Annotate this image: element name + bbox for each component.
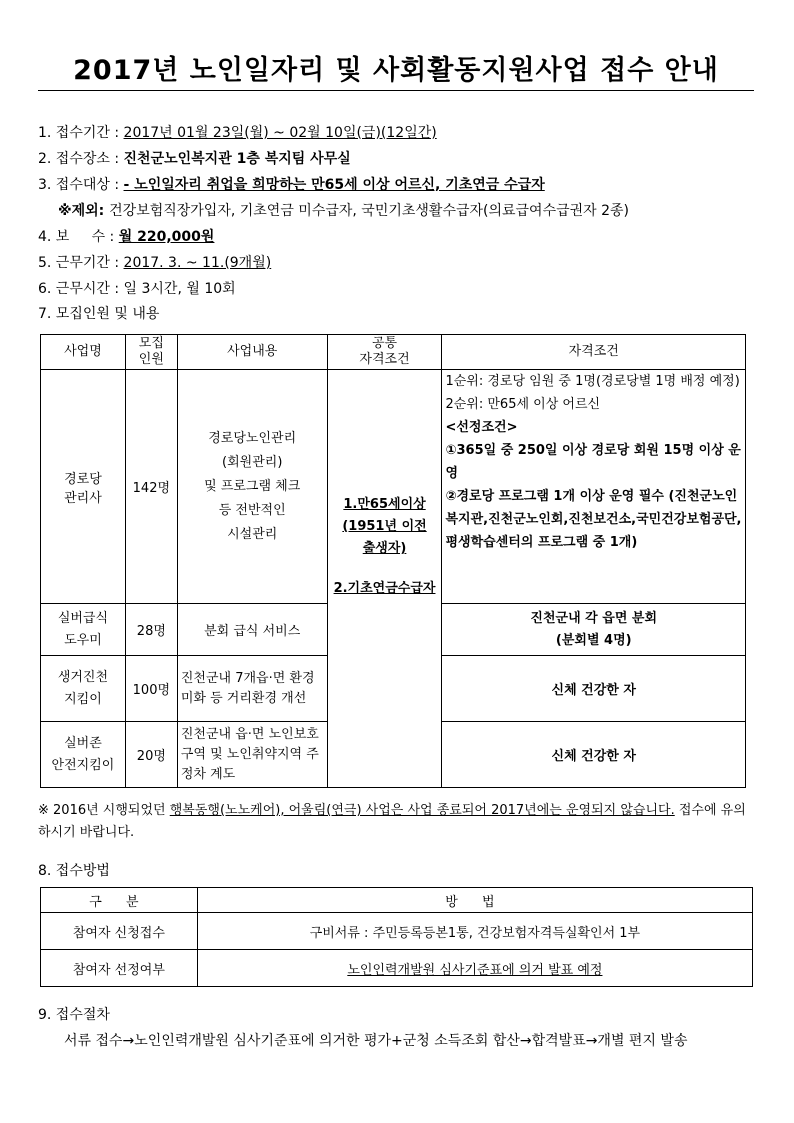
- method-table-header: [41, 888, 753, 913]
- method-detail: 구비서류 : 주민등록등본1통, 건강보험자격득실확인서 1부: [197, 913, 752, 950]
- method-detail: 노인인력개발원 심사기준표에 의거 발표 예정: [197, 950, 752, 987]
- row-program: 생거진천 지킴이: [41, 656, 126, 722]
- page-title: 2017년 노인일자리 및 사회활동지원사업 접수 안내: [73, 55, 719, 86]
- item-recruit: [38, 304, 159, 324]
- item-work-hours-label: 6. 근무시간 :: [38, 281, 124, 297]
- section9-title: 9. 접수절차: [38, 1007, 110, 1023]
- row-count: 20명: [125, 722, 177, 788]
- method-table: [40, 887, 753, 987]
- procedure-text: 서류 접수→노인인력개발원 심사기준표에 의거한 평가+군청 소득조회 합산→합격발표→개별 편지 발송: [64, 1033, 688, 1049]
- item-pay: [38, 227, 214, 247]
- header-count: 모집 인원: [125, 335, 177, 370]
- title-underline: [38, 90, 754, 91]
- item-recruit-label: 7. 모집인원 및 내용: [38, 306, 160, 322]
- common-cond-1: 1.만65세이상: [343, 497, 426, 512]
- notice-prefix: ※ 2016년 시행되었던: [38, 803, 170, 818]
- item-place-value: 진천군노인복지관 1층 복지팀 사무실: [123, 151, 351, 167]
- qual-line: <선정조건>: [445, 420, 518, 435]
- item-target-label: 3. 접수대상 :: [38, 177, 124, 193]
- qual-line: 진천군내 각 읍면 분회: [530, 610, 658, 626]
- row-count: 142명: [125, 370, 177, 604]
- item-period-label: 1. 접수기간 :: [38, 125, 124, 141]
- item-exclusion-label: ※제외:: [58, 203, 110, 219]
- common-cond-3: 출생자): [362, 541, 407, 556]
- row-content: 분회 급식 서비스: [177, 604, 327, 656]
- qual-line: (분회별 4명): [555, 632, 632, 648]
- item-work-hours: [38, 279, 236, 299]
- item-work-period: [38, 253, 271, 273]
- method-header-category: 구 분: [41, 888, 198, 913]
- item-period-value: 2017년 01월 23일(월) ~ 02월 10일(금)(12일간): [123, 125, 437, 141]
- section8-title: 8. 접수방법: [38, 863, 110, 879]
- row-qual: 신체 건강한 자: [442, 656, 746, 722]
- item-pay-value: 월 220,000원: [118, 229, 215, 245]
- row-program: 경로당 관리사: [41, 370, 126, 604]
- recruit-table: [40, 334, 746, 788]
- table-row: [41, 913, 753, 950]
- notice: [38, 800, 758, 844]
- qual-line: 1순위: 경로당 임원 중 1명(경로당별 1명 배정 예정): [445, 374, 740, 389]
- common-cond-2: (1951년 이전: [342, 519, 427, 534]
- item-place-label: 2. 접수장소 :: [38, 151, 124, 167]
- row-qual: [442, 370, 746, 604]
- item-target: [38, 175, 545, 195]
- row-content: 진천군내 읍·면 노인보호구역 및 노인취약지역 주정차 계도: [177, 722, 327, 788]
- header-content: 사업내용: [177, 335, 327, 370]
- method-category: 참여자 선정여부: [41, 950, 198, 987]
- row-content: 진천군내 7개읍·면 환경 미화 등 거리환경 개선: [177, 656, 327, 722]
- qual-line: ①365일 중 250일 이상 경로당 회원 15명 이상 운영: [445, 443, 741, 481]
- row-qual: 신체 건강한 자: [442, 722, 746, 788]
- row-program: 실버존 안전지킴이: [41, 722, 126, 788]
- qual-line: ②경로당 프로그램 1개 이상 운영 필수 (진천군노인복지관,진천군노인회,진천보건소,국민건강보험공단,평생학습센터의 프로그램 중 1개): [445, 489, 742, 550]
- row-count: 100명: [125, 656, 177, 722]
- item-work-period-label: 5. 근무기간 :: [38, 255, 124, 271]
- item-place: [38, 149, 351, 169]
- notice-suffix: 접수에 유의하시기 바랍니다.: [38, 803, 746, 840]
- item-period: [38, 123, 437, 143]
- row-count: 28명: [125, 604, 177, 656]
- item-work-hours-value: 일 3시간, 월 10회: [123, 281, 236, 297]
- row-qual: [442, 604, 746, 656]
- row-program: 실버급식 도우미: [41, 604, 126, 656]
- header-program: 사업명: [41, 335, 126, 370]
- method-header-method: 방 법: [197, 888, 752, 913]
- item-pay-label: 4. 보 수 :: [38, 229, 119, 245]
- common-condition: [327, 370, 442, 788]
- method-category: 참여자 신청접수: [41, 913, 198, 950]
- item-target-value: - 노인일자리 취업을 희망하는 만65세 이상 어르신, 기초연금 수급자: [123, 177, 545, 193]
- row-content: 경로당노인관리 (회원관리) 및 프로그램 체크 등 전반적인 시설관리: [177, 370, 327, 604]
- notice-underlined: 행복동행(노노케어), 어울림(연극) 사업은 사업 종료되어 2017년에는 운영되지 않습니다.: [169, 803, 675, 818]
- header-common: 공통 자격조건: [327, 335, 442, 370]
- item-exclusion: [58, 201, 629, 221]
- item-exclusion-value: 건강보험직장가입자, 기초연금 미수급자, 국민기초생활수급자(의료급여수급권자 2종): [109, 203, 630, 219]
- recruit-table-header: [41, 335, 746, 370]
- common-cond-4: 2.기초연금수급자: [333, 581, 436, 596]
- item-work-period-value: 2017. 3. ~ 11.(9개월): [123, 255, 272, 271]
- header-qual: 자격조건: [442, 335, 746, 370]
- qual-line: 2순위: 만65세 이상 어르신: [445, 397, 601, 412]
- table-row: [41, 370, 746, 604]
- table-row: [41, 950, 753, 987]
